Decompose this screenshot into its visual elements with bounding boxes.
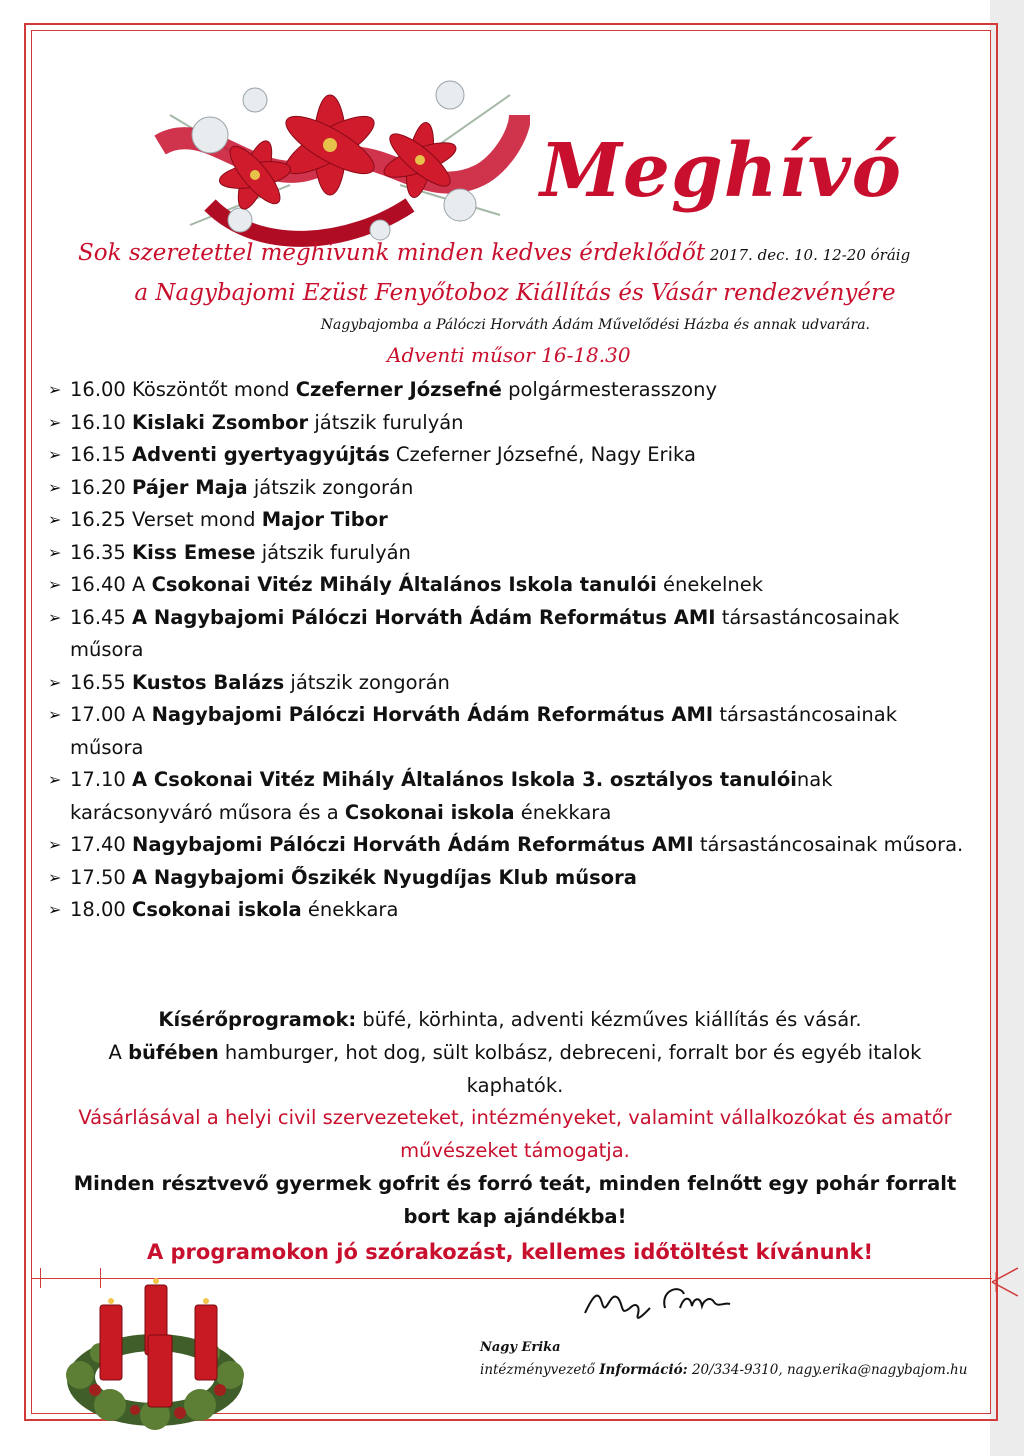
program-item-highlight: A Nagybajomi Őszikék Nyugdíjas Klub műsora bbox=[132, 865, 637, 889]
program-item-highlight: Csokonai iskola bbox=[132, 898, 302, 921]
program-item bbox=[48, 602, 968, 667]
bullet-arrow-icon: ➢ bbox=[48, 672, 62, 692]
signatory-name: Nagy Erika bbox=[480, 1340, 561, 1355]
program-item-text: 17.10 bbox=[70, 768, 133, 791]
program-item-highlight: A Csokonai Vitéz Mihály Általános Iskola 3. osztályos tanulói bbox=[132, 768, 797, 791]
contact-details: 20/334-9310, nagy.erika@nagybajom.hu bbox=[687, 1362, 968, 1378]
program-item-text: 16.10 bbox=[70, 410, 133, 434]
program-item-highlight: Csokonai iskola bbox=[344, 800, 515, 824]
program-item bbox=[48, 862, 968, 895]
program-item-highlight: Nagybajomi Pálóczi Horváth Ádám Református AMI bbox=[151, 703, 714, 726]
program-item-text: énekkara bbox=[301, 898, 399, 921]
program-item bbox=[48, 829, 968, 862]
program-item-text: 17.50 bbox=[70, 865, 133, 889]
bullet-arrow-icon: ➢ bbox=[48, 445, 62, 464]
poinsettia-decoration bbox=[150, 55, 530, 255]
handwritten-signature bbox=[580, 1278, 740, 1328]
program-item-text: 17.40 bbox=[70, 833, 133, 856]
program-item-text: 16.40 A bbox=[70, 573, 152, 596]
event-date: 2017. dec. 10. 12-20 óráig bbox=[705, 246, 911, 264]
program-item-text: játszik furulyán bbox=[255, 540, 411, 564]
program-item-highlight: Czeferner Józsefné bbox=[295, 378, 502, 401]
program-item bbox=[48, 374, 968, 407]
signatory-role: intézményvezető bbox=[480, 1362, 600, 1378]
program-item-text: 16.20 bbox=[70, 475, 133, 499]
buffet-prefix: A bbox=[108, 1041, 129, 1064]
program-item-text: 18.00 bbox=[70, 898, 133, 921]
side-programs bbox=[50, 1004, 970, 1037]
program-item bbox=[48, 569, 968, 602]
invitation-text: Sok szeretettel meghívunk minden kedves érdeklődőt bbox=[78, 240, 706, 266]
program-item-text: Czeferner Józsefné, Nagy Erika bbox=[389, 443, 696, 466]
program-item-text: társastáncosainak műsora. bbox=[693, 833, 964, 856]
side-programs-label: Kísérőprogramok: bbox=[158, 1008, 357, 1031]
bullet-arrow-icon: ➢ bbox=[48, 380, 62, 399]
program-item-highlight: Kustos Balázs bbox=[132, 670, 285, 694]
info-label: Információ: bbox=[599, 1362, 688, 1378]
program-item-highlight: Kiss Emese bbox=[132, 540, 256, 564]
program-item-text: 16.35 bbox=[70, 540, 133, 564]
program-item-text: játszik zongorán bbox=[284, 670, 450, 694]
program-heading: Adventi műsor 16-18.30 bbox=[387, 343, 631, 367]
bullet-arrow-icon: ➢ bbox=[48, 542, 62, 562]
program-item-highlight: Kislaki Zsombor bbox=[132, 410, 309, 434]
program-item-text: énekkara bbox=[514, 800, 612, 824]
program-item bbox=[48, 894, 968, 927]
program-item-text: társastáncosainak műsora bbox=[70, 703, 897, 759]
closing-text: A programokon jó szórakozást, kellemes időtöltést kívánunk! bbox=[146, 1240, 874, 1264]
program-item-highlight: Nagybajomi Pálóczi Horváth Ádám Református AMI bbox=[132, 833, 694, 856]
bullet-arrow-icon: ➢ bbox=[48, 770, 62, 789]
program-item bbox=[48, 667, 968, 700]
margin-marker-icon bbox=[990, 1262, 1020, 1302]
program-item-text: 16.25 Verset mond bbox=[70, 508, 262, 531]
buffet-info bbox=[60, 1037, 970, 1102]
invitation-line bbox=[78, 240, 958, 266]
program-item-highlight: Pájer Maja bbox=[132, 475, 248, 499]
program-item bbox=[48, 439, 968, 472]
bullet-arrow-icon: ➢ bbox=[48, 867, 62, 887]
bullet-arrow-icon: ➢ bbox=[48, 705, 62, 724]
buffet-label: büfében bbox=[128, 1041, 219, 1064]
support-text: Vásárlásával a helyi civil szervezeteket, intézményeket, valamint vállalkozókat és amatőr művészeket támogatja. bbox=[78, 1106, 952, 1162]
bullet-arrow-icon: ➢ bbox=[48, 575, 62, 594]
gift-text: Minden résztvevő gyermek gofrit és forró teát, minden felnőtt egy pohár forralt bort kap ajándékba! bbox=[73, 1172, 957, 1228]
program-item-text: énekelnek bbox=[656, 573, 764, 596]
program-item-text: 16.00 Köszöntőt mond bbox=[70, 378, 296, 401]
program-item-highlight: A Nagybajomi Pálóczi Horváth Ádám Református AMI bbox=[132, 605, 716, 629]
event-name: a Nagybajomi Ezüst Fenyőtoboz Kiállítás és Vásár rendezvényére bbox=[134, 280, 896, 306]
program-item bbox=[48, 764, 968, 829]
contact-info bbox=[480, 1362, 967, 1378]
program-item-text: társastáncosainak műsora bbox=[70, 605, 900, 661]
program-item bbox=[48, 537, 968, 570]
program-item bbox=[48, 407, 968, 440]
bullet-arrow-icon: ➢ bbox=[48, 900, 62, 919]
event-venue: Nagybajomba a Pálóczi Horváth Ádám Művelődési Házba és annak udvarára. bbox=[320, 317, 870, 333]
program-item-text: játszik zongorán bbox=[247, 475, 414, 499]
program-item-text: 16.45 bbox=[70, 605, 133, 629]
ruler-tick bbox=[40, 1268, 41, 1288]
program-item-highlight: Csokonai Vitéz Mihály Általános Iskola tanulói bbox=[151, 573, 657, 596]
page-title: Meghívó bbox=[540, 128, 903, 214]
program-item-text: 16.15 bbox=[70, 443, 133, 466]
program-item bbox=[48, 504, 968, 537]
program-item-highlight: Major Tibor bbox=[261, 508, 388, 531]
program-item-text: nak karácsonyváró műsora és a bbox=[70, 768, 833, 824]
program-item-text: 17.00 A bbox=[70, 703, 152, 726]
side-programs-text: büfé, körhinta, adventi kézműves kiállítás és vásár. bbox=[356, 1008, 862, 1031]
program-item-text: polgármesterasszony bbox=[501, 378, 717, 401]
program-list bbox=[48, 374, 968, 927]
program-item bbox=[48, 472, 968, 505]
program-item-text: 16.55 bbox=[70, 670, 133, 694]
advent-wreath-image bbox=[60, 1265, 250, 1435]
program-item-text: játszik furulyán bbox=[308, 410, 464, 434]
buffet-text: hamburger, hot dog, sült kolbász, debreceni, forralt bor és egyéb italok kaphatók. bbox=[218, 1041, 922, 1097]
bullet-arrow-icon: ➢ bbox=[48, 412, 62, 432]
program-item-highlight: Adventi gyertyagyújtás bbox=[132, 443, 390, 466]
bullet-arrow-icon: ➢ bbox=[48, 510, 62, 529]
bullet-arrow-icon: ➢ bbox=[48, 477, 62, 497]
bullet-arrow-icon: ➢ bbox=[48, 607, 62, 627]
bullet-arrow-icon: ➢ bbox=[48, 835, 62, 854]
program-item bbox=[48, 699, 968, 764]
